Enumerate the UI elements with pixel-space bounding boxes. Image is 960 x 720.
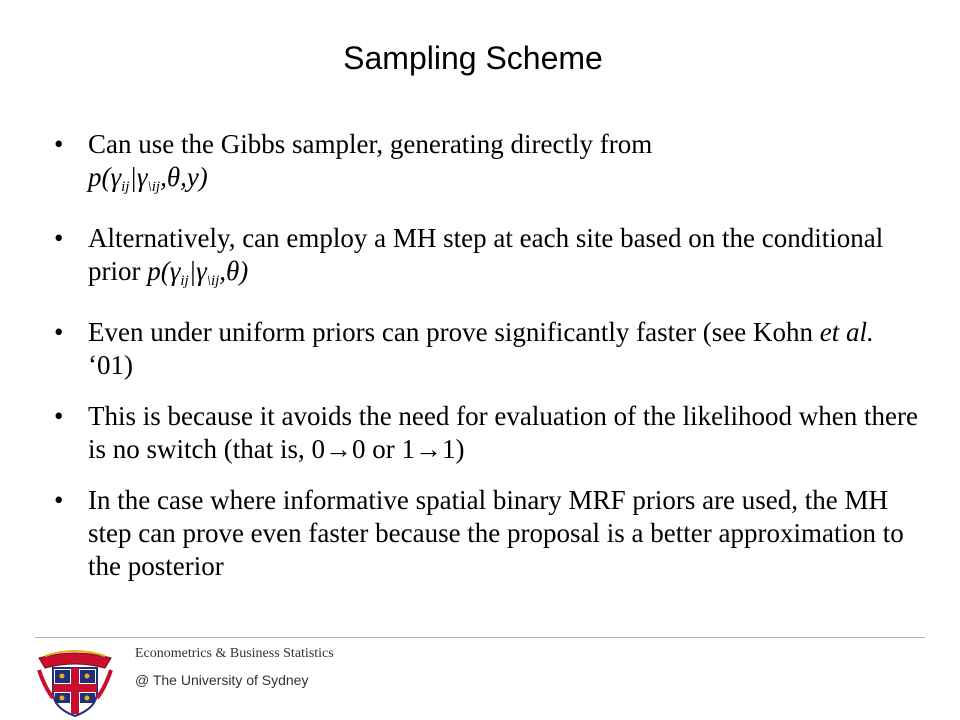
formula-tail: ,θ): [219, 256, 249, 286]
bullet-text: ‘01): [88, 350, 133, 380]
university-crest-icon: [35, 648, 115, 718]
bullet-dot: •: [54, 129, 64, 159]
formula-mid: |γ: [129, 162, 148, 192]
formula-mid: |γ: [188, 256, 207, 286]
bullet-item: [40, 400, 920, 466]
footer-department: Econometrics & Business Statistics: [135, 646, 334, 661]
bullet-text: Even under uniform priors can prove significantly faster (see Kohn: [88, 317, 820, 347]
bullet-text: Can use the Gibbs sampler, generating directly from: [88, 129, 653, 159]
bullet-dot: •: [54, 317, 64, 347]
bullet-dot: •: [54, 223, 64, 253]
formula-lead: p(γ: [147, 256, 181, 286]
bullet-item: [40, 222, 920, 298]
formula-lead: p(γ: [88, 162, 122, 192]
formula-tail: ,θ,y): [160, 162, 208, 192]
bullet-text-emphasis: et al.: [819, 317, 874, 347]
slide-title: Sampling Scheme: [343, 40, 603, 76]
bullet-item: [40, 316, 920, 382]
bullet-item: [40, 484, 920, 583]
bullet-text: Alternatively, can employ a MH step at each site based on the conditional prior: [88, 223, 884, 286]
bullet-list: [40, 128, 920, 601]
bullet-text: This is because it avoids the need for evaluation of the likelihood when there is no switch (that is, 0→0 or 1→1): [88, 401, 918, 464]
bullet-dot: •: [54, 401, 64, 431]
bullet-dot: •: [54, 485, 64, 515]
bullet-item: [40, 128, 920, 204]
footer-university: @ The University of Sydney: [135, 672, 309, 688]
formula-sub: ij: [121, 179, 130, 195]
bullet-text: In the case where informative spatial binary MRF priors are used, the MH step can prove even faster because the proposal is a better approximation to the posterior: [88, 485, 904, 581]
formula-sub: \ij: [206, 273, 220, 289]
formula-sub: \ij: [147, 179, 161, 195]
formula-sub: ij: [180, 273, 189, 289]
footer-divider: [35, 637, 925, 638]
